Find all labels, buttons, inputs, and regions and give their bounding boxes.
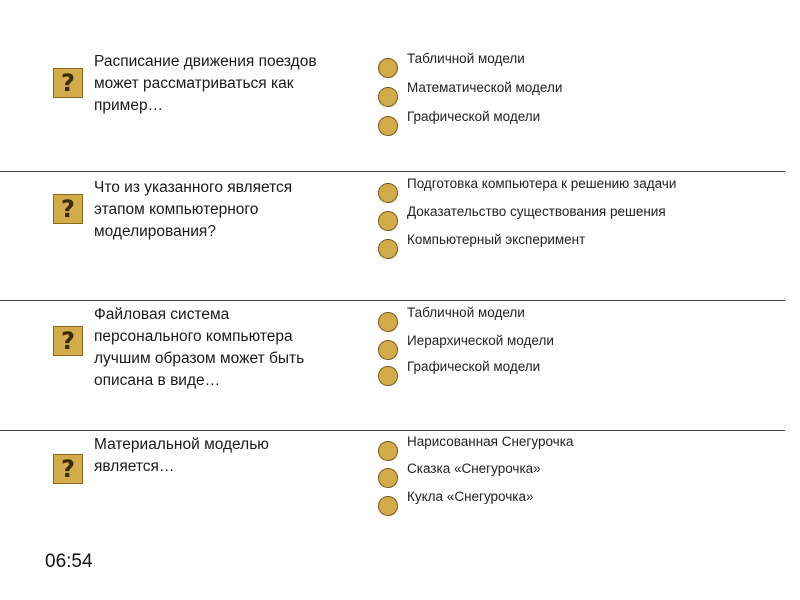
answer-option[interactable] xyxy=(378,232,778,261)
radio-circle-icon[interactable] xyxy=(378,87,398,107)
answer-option[interactable] xyxy=(378,176,778,205)
question-divider xyxy=(0,171,785,172)
answer-option[interactable] xyxy=(378,204,778,233)
question-divider xyxy=(0,300,785,301)
answer-option-label: Математической модели xyxy=(407,80,563,95)
radio-circle-icon[interactable] xyxy=(378,58,398,78)
answer-option-label: Графической модели xyxy=(407,109,541,124)
countdown-timer: 06:54 xyxy=(45,551,93,572)
answer-option-label: Доказательство существования решения xyxy=(407,204,666,219)
radio-circle-icon[interactable] xyxy=(378,441,398,461)
question-mark-icon: ? xyxy=(53,326,83,356)
answer-option-label: Подготовка компьютера к решению задачи xyxy=(407,176,677,191)
answer-option-label: Иерархической модели xyxy=(407,333,554,348)
answer-option[interactable] xyxy=(378,305,778,334)
answer-option[interactable] xyxy=(378,461,778,490)
radio-circle-icon[interactable] xyxy=(378,211,398,231)
question-divider xyxy=(0,430,785,431)
answer-option-label: Компьютерный эксперимент xyxy=(407,232,586,247)
answer-option[interactable] xyxy=(378,489,778,518)
question-text: Файловая система персонального компьютера лучшим образом может быть описана в виде… xyxy=(94,306,305,389)
radio-circle-icon[interactable] xyxy=(378,183,398,203)
radio-circle-icon[interactable] xyxy=(378,312,398,332)
answer-option-label: Сказка «Снегурочка» xyxy=(407,461,541,476)
answer-option[interactable] xyxy=(378,51,778,80)
question-text: Что из указанного является этапом компьютерного моделирования? xyxy=(94,179,293,240)
answer-option[interactable] xyxy=(378,80,778,109)
answer-option-label: Табличной модели xyxy=(407,305,525,320)
question-mark-icon: ? xyxy=(53,194,83,224)
radio-circle-icon[interactable] xyxy=(378,468,398,488)
question-text: Материальной моделью является… xyxy=(94,436,269,475)
answer-option-label: Графической модели xyxy=(407,359,541,374)
answer-option[interactable] xyxy=(378,359,778,388)
question-text: Расписание движения поездов может рассматриваться как пример… xyxy=(94,53,317,114)
radio-circle-icon[interactable] xyxy=(378,116,398,136)
radio-circle-icon[interactable] xyxy=(378,366,398,386)
answer-option-label: Нарисованная Снегурочка xyxy=(407,434,574,449)
answer-option-label: Табличной модели xyxy=(407,51,525,66)
answer-option[interactable] xyxy=(378,109,778,138)
question-mark-icon: ? xyxy=(53,454,83,484)
answer-option-label: Кукла «Снегурочка» xyxy=(407,489,534,504)
radio-circle-icon[interactable] xyxy=(378,496,398,516)
question-mark-icon: ? xyxy=(53,68,83,98)
radio-circle-icon[interactable] xyxy=(378,340,398,360)
radio-circle-icon[interactable] xyxy=(378,239,398,259)
